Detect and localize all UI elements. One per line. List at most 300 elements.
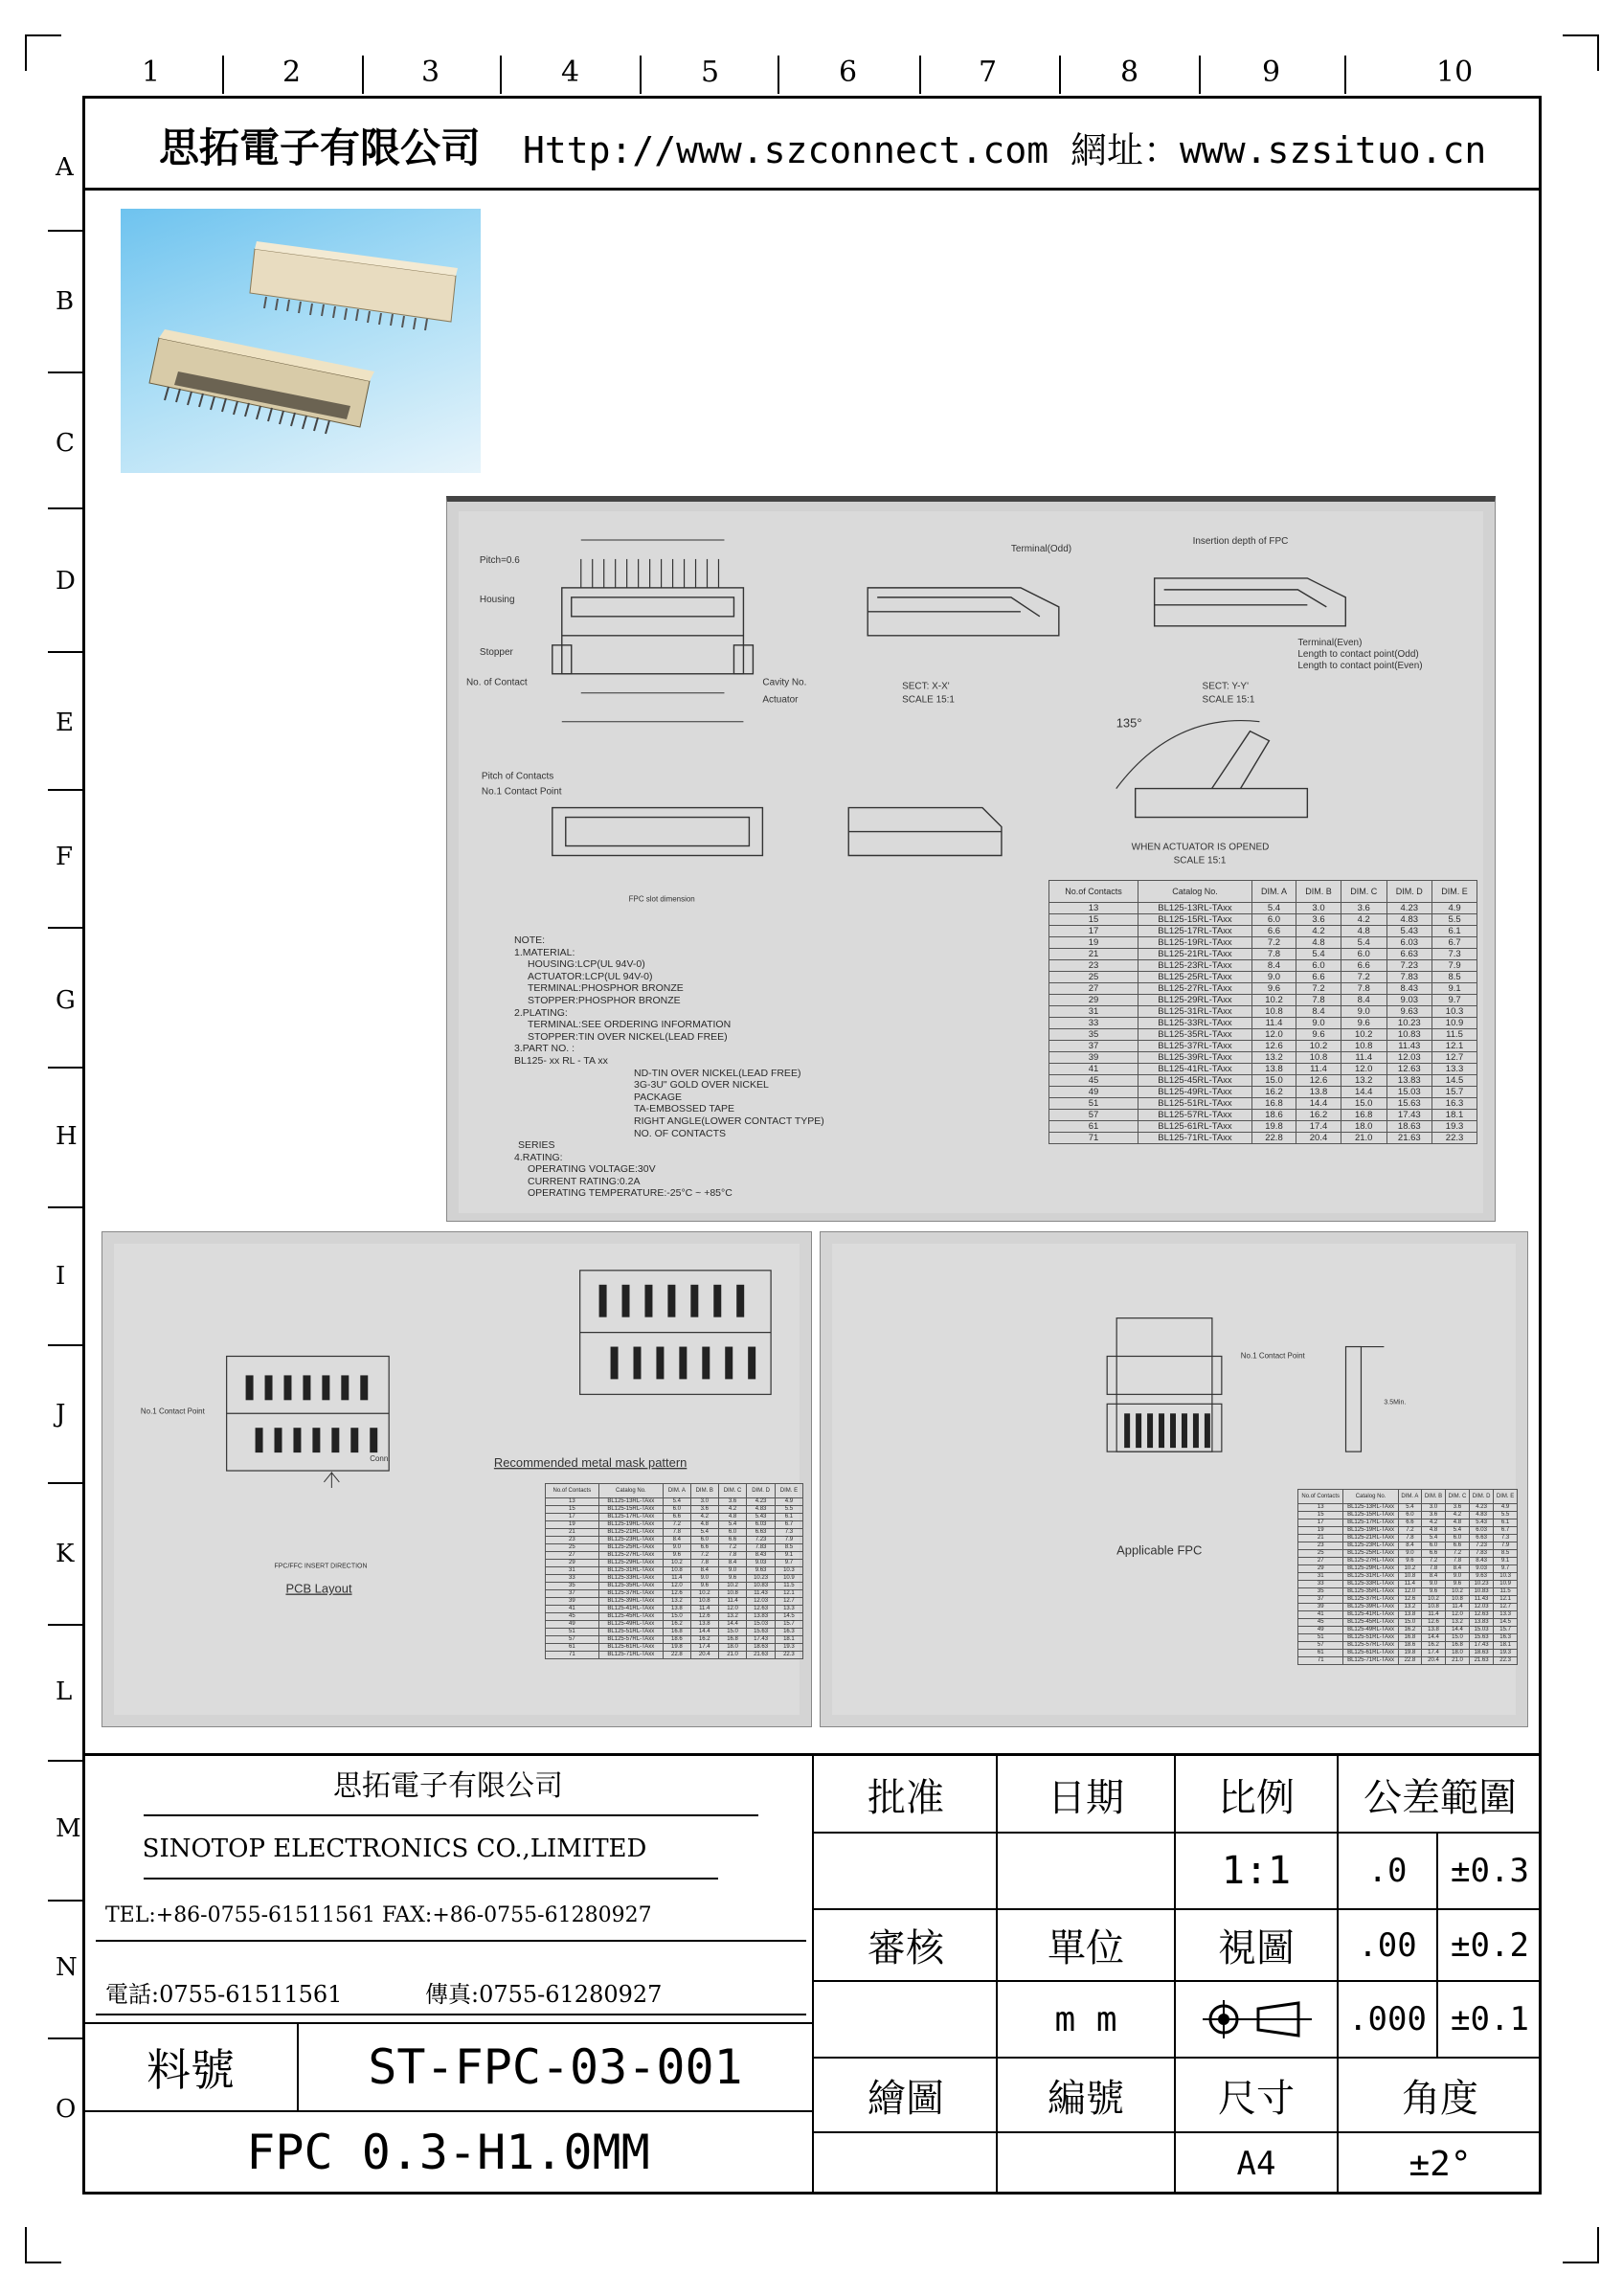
solder-pad (599, 1285, 607, 1317)
table-cell: 13.8 (690, 1621, 718, 1629)
tb-product: FPC 0.3-H1.0MM (246, 2125, 650, 2180)
table-row (1298, 1657, 1518, 1665)
table-cell: 25 (1298, 1550, 1343, 1558)
table-cell: 9.6 (1398, 1558, 1421, 1565)
table-cell: BL125-61RL-TAxx (1138, 1121, 1252, 1133)
table-cell: 16.8 (718, 1636, 747, 1644)
tb-underline-1 (144, 1814, 758, 1816)
table-cell: 12.7 (775, 1598, 802, 1606)
table-cell: 8.43 (1470, 1558, 1494, 1565)
tb-tolerance: 公差範圍 (1364, 1776, 1517, 1820)
table-row (1298, 1527, 1518, 1535)
row-divider (48, 651, 82, 653)
column-label: 4 (561, 56, 580, 89)
table-cell: 4.2 (1445, 1512, 1469, 1519)
table-cell: 18.63 (747, 1644, 776, 1652)
column-label: 10 (1436, 56, 1474, 89)
solder-pad (1182, 1413, 1187, 1448)
table-cell: 15.63 (1470, 1634, 1494, 1642)
tb-size: 尺寸 (1218, 2076, 1295, 2121)
table-cell: 4.8 (690, 1521, 718, 1529)
table-cell: 45 (1298, 1619, 1343, 1627)
label-no-contact: No. of Contact (465, 677, 528, 688)
table-cell: 14.4 (1296, 1098, 1341, 1110)
table-cell: 21.0 (1341, 1133, 1386, 1144)
table-row (1298, 1550, 1518, 1558)
table-cell: BL125-27RL-TAxx (1343, 1558, 1398, 1565)
table-cell: 16.3 (1494, 1634, 1518, 1642)
table-cell: 6.0 (690, 1537, 718, 1544)
row-divider (48, 1624, 82, 1626)
table-cell: 12.0 (1251, 1029, 1296, 1041)
table-cell: 12.7 (1432, 1052, 1477, 1064)
table-row (546, 1590, 803, 1598)
table-cell: 71 (546, 1652, 599, 1659)
table-cell: 5.4 (690, 1529, 718, 1537)
table-row (1049, 914, 1477, 926)
table-cell: 19.3 (775, 1644, 802, 1652)
table-cell: 5.4 (1251, 903, 1296, 914)
note-line: 3G-3U" GOLD OVER NICKEL (634, 1079, 769, 1092)
table-cell: 9.63 (1470, 1573, 1494, 1581)
pcb-conn-label: Conn. (370, 1454, 391, 1464)
table-cell: 16.2 (1398, 1627, 1421, 1634)
table-cell: BL125-45RL-TAxx (1343, 1619, 1398, 1627)
table-cell: 6.0 (1445, 1535, 1469, 1542)
solder-pad (748, 1347, 755, 1380)
table-row (546, 1613, 803, 1621)
table-cell: 11.4 (663, 1575, 690, 1583)
table-cell: 5.4 (1341, 937, 1386, 949)
corner-mark-top-left (25, 34, 61, 71)
label-sect-x: SECT: X-X' (902, 681, 950, 692)
table-cell: BL125-41RL-TAxx (1343, 1611, 1398, 1619)
table-cell: 9.6 (1445, 1581, 1469, 1588)
tb-company-cn: 思拓電子有限公司 (333, 1769, 563, 1803)
table-row (546, 1636, 803, 1644)
table-cell: 4.9 (775, 1498, 802, 1506)
notes-block (514, 934, 916, 1200)
table-cell: 22.8 (663, 1652, 690, 1659)
note-line: STOPPER:TIN OVER NICKEL(LEAD FREE) (528, 1030, 728, 1043)
table-cell: 9.1 (1494, 1558, 1518, 1565)
solder-pad (283, 1375, 291, 1400)
row-divider (48, 2037, 82, 2039)
table-cell: 7.2 (1341, 972, 1386, 983)
label-pitch-contacts: Pitch of Contacts (481, 771, 554, 782)
table-cell: 35 (1049, 1029, 1138, 1041)
table-cell: 19.8 (1398, 1650, 1421, 1657)
table-cell: 33 (1049, 1018, 1138, 1029)
table-cell: 8.5 (775, 1544, 802, 1552)
tb-tel-fax: TEL:+86-0755-61511561 FAX:+86-0755-61280927 (105, 1903, 652, 1927)
table-cell: 19 (546, 1521, 599, 1529)
table-cell: 3.6 (1422, 1512, 1446, 1519)
table-cell: 10.2 (1445, 1588, 1469, 1596)
table-cell: 31 (1298, 1573, 1343, 1581)
tb-tol-00: .00 (1358, 1925, 1417, 1965)
table-cell: 35 (1298, 1588, 1343, 1596)
table-cell: 31 (1049, 1006, 1138, 1018)
table-cell: 5.4 (1398, 1504, 1421, 1512)
row-divider (48, 1900, 82, 1902)
table-cell: 11.4 (690, 1606, 718, 1613)
table-cell: 13 (1049, 903, 1138, 914)
table-cell: 10.2 (1251, 995, 1296, 1006)
table-cell: 11.4 (1398, 1581, 1421, 1588)
table-cell: 19.3 (1494, 1650, 1518, 1657)
table-cell: BL125-41RL-TAxx (1138, 1064, 1252, 1075)
note-line: OPERATING VOLTAGE:30V (528, 1163, 656, 1176)
table-cell: 7.2 (1251, 937, 1296, 949)
table-cell: BL125-31RL-TAxx (1138, 1006, 1252, 1018)
table-cell: 18.6 (1398, 1642, 1421, 1650)
table-cell: 45 (546, 1613, 599, 1621)
table-cell: 10.23 (747, 1575, 776, 1583)
note-line: 1.MATERIAL: (514, 946, 575, 958)
table-cell: 9.0 (663, 1544, 690, 1552)
table-cell: 9.0 (690, 1575, 718, 1583)
table-header: DIM. E (1432, 881, 1477, 903)
table-cell: 57 (1298, 1642, 1343, 1650)
table-cell: 4.8 (1445, 1519, 1469, 1527)
table-cell: 14.4 (1341, 1087, 1386, 1098)
table-cell: 16.2 (663, 1621, 690, 1629)
table-cell: 13.3 (1494, 1611, 1518, 1619)
table-cell: 11.4 (1422, 1611, 1446, 1619)
tb-fax-cn: 傳真:0755-61280927 (425, 1981, 663, 2008)
table-cell: 15.0 (1251, 1075, 1296, 1087)
table-cell: 11.4 (1251, 1018, 1296, 1029)
table-cell: 5.4 (1422, 1535, 1446, 1542)
table-cell: 14.4 (1422, 1634, 1446, 1642)
table-cell: 9.7 (775, 1560, 802, 1567)
table-row (546, 1567, 803, 1575)
table-cell: BL125-21RL-TAxx (1138, 949, 1252, 960)
table-cell: 22.8 (1398, 1657, 1421, 1665)
table-cell: 17.43 (1386, 1110, 1432, 1121)
table-cell: 49 (1049, 1087, 1138, 1098)
table-cell: 9.03 (747, 1560, 776, 1567)
table-row (546, 1514, 803, 1521)
table-cell: 15.7 (1494, 1627, 1518, 1634)
table-cell: 4.8 (1422, 1527, 1446, 1535)
dimension-table (1048, 880, 1477, 1144)
table-cell: 8.4 (1341, 995, 1386, 1006)
table-row (1049, 1110, 1477, 1121)
note-line: PACKAGE (634, 1091, 682, 1103)
label-scale-x: SCALE 15:1 (902, 694, 955, 706)
table-cell: 12.1 (1432, 1041, 1477, 1052)
fpc-contact-label: No.1 Contact Point (1240, 1351, 1305, 1361)
table-cell: 18.1 (775, 1636, 802, 1644)
row-label: M (56, 1814, 81, 1843)
table-cell: 4.8 (1296, 937, 1341, 949)
row-label: O (56, 2095, 77, 2124)
table-cell: BL125-39RL-TAxx (1343, 1604, 1398, 1611)
table-row (1049, 1018, 1477, 1029)
table-cell: 17.43 (747, 1636, 776, 1644)
table-cell: 10.8 (1251, 1006, 1296, 1018)
table-cell: 21 (546, 1529, 599, 1537)
table-cell: 4.83 (747, 1506, 776, 1514)
table-cell: BL125-17RL-TAxx (1343, 1519, 1398, 1527)
table-cell: 16.8 (1398, 1634, 1421, 1642)
row-label: N (56, 1953, 78, 1982)
table-cell: 21.63 (747, 1652, 776, 1659)
label-stopper: Stopper (479, 646, 513, 658)
table-cell: BL125-15RL-TAxx (1343, 1512, 1398, 1519)
table-header: Catalog No. (1138, 881, 1252, 903)
solder-pad (713, 1285, 721, 1317)
table-cell: 18.1 (1432, 1110, 1477, 1121)
table-cell: BL125-61RL-TAxx (598, 1644, 663, 1652)
table-row (1049, 926, 1477, 937)
header-divider (82, 188, 1542, 191)
table-header: DIM. C (1445, 1490, 1469, 1504)
table-row (1049, 995, 1477, 1006)
table-cell: 22.8 (1251, 1133, 1296, 1144)
solder-pad (1170, 1413, 1176, 1448)
table-cell: 5.5 (1494, 1512, 1518, 1519)
note-line: TERMINAL:SEE ORDERING INFORMATION (528, 1019, 732, 1031)
label-insertion: Insertion depth of FPC (1192, 535, 1289, 547)
table-cell: 14.4 (1445, 1627, 1469, 1634)
table-header: DIM. B (1296, 881, 1341, 903)
table-cell: 23 (1298, 1542, 1343, 1550)
table-cell: BL125-13RL-TAxx (1138, 903, 1252, 914)
tb-angle: 角度 (1402, 2076, 1478, 2121)
table-cell: BL125-25RL-TAxx (598, 1544, 663, 1552)
table-cell: 13.3 (775, 1606, 802, 1613)
table-cell: 15.0 (718, 1629, 747, 1636)
titleblock-vertical-divider (812, 1753, 814, 2195)
table-cell: 20.4 (690, 1652, 718, 1659)
solder-pad (702, 1347, 710, 1380)
table-cell: BL125-51RL-TAxx (1343, 1634, 1398, 1642)
table-cell: 4.23 (1386, 903, 1432, 914)
table-cell: 7.2 (1296, 983, 1341, 995)
table-cell: 18.63 (1470, 1650, 1494, 1657)
table-cell: BL125-23RL-TAxx (598, 1537, 663, 1544)
table-cell: 12.63 (747, 1606, 776, 1613)
table-cell: BL125-21RL-TAxx (1343, 1535, 1398, 1542)
tb-unit: 單位 (1048, 1926, 1124, 1970)
table-cell: 13.2 (1341, 1075, 1386, 1087)
table-cell: 6.03 (1386, 937, 1432, 949)
table-cell: BL125-41RL-TAxx (598, 1606, 663, 1613)
table-row (1049, 1029, 1477, 1041)
table-cell: 12.6 (663, 1590, 690, 1598)
table-cell: 61 (1049, 1121, 1138, 1133)
table-cell: 10.23 (1386, 1018, 1432, 1029)
row-divider (48, 371, 82, 373)
table-cell: 7.2 (718, 1544, 747, 1552)
row-label: G (56, 986, 76, 1015)
table-cell: 18.6 (1251, 1110, 1296, 1121)
column-label: 5 (701, 56, 720, 89)
table-cell: BL125-15RL-TAxx (1138, 914, 1252, 926)
row-divider (48, 1344, 82, 1346)
table-cell: 17 (546, 1514, 599, 1521)
table-cell: 11.43 (747, 1590, 776, 1598)
table-cell: BL125-23RL-TAxx (1343, 1542, 1398, 1550)
table-cell: 33 (1298, 1581, 1343, 1588)
table-cell: 9.7 (1432, 995, 1477, 1006)
table-cell: 5.5 (775, 1506, 802, 1514)
solder-pad (275, 1428, 282, 1452)
pcb-insert-label: FPC/FFC INSERT DIRECTION (274, 1563, 368, 1570)
table-cell: 13.2 (1398, 1604, 1421, 1611)
row-label: K (56, 1540, 75, 1568)
table-row (1298, 1650, 1518, 1657)
table-cell: 12.03 (1386, 1052, 1432, 1064)
table-cell: 9.1 (1432, 983, 1477, 995)
solder-pad (656, 1347, 664, 1380)
table-row (1049, 1006, 1477, 1018)
table-cell: 8.4 (1398, 1542, 1421, 1550)
table-cell: 14.5 (1432, 1075, 1477, 1087)
table-cell: 6.6 (1398, 1519, 1421, 1527)
table-cell: 10.83 (1386, 1029, 1432, 1041)
table-cell: 5.4 (718, 1521, 747, 1529)
note-line: NO. OF CONTACTS (634, 1127, 727, 1139)
table-cell: BL125-71RL-TAxx (1343, 1657, 1398, 1665)
table-cell: 6.0 (1398, 1512, 1421, 1519)
solder-pad (312, 1428, 320, 1452)
tb-date: 日期 (1048, 1776, 1124, 1820)
table-row (546, 1583, 803, 1590)
table-cell: 13.83 (1386, 1075, 1432, 1087)
table-cell: 19 (1049, 937, 1138, 949)
table-cell: 8.4 (718, 1560, 747, 1567)
table-cell: 6.6 (718, 1537, 747, 1544)
table-cell: 45 (1049, 1075, 1138, 1087)
table-cell: 41 (1298, 1611, 1343, 1619)
table-row (546, 1652, 803, 1659)
label-len-even: Length to contact point(Even) (1297, 660, 1423, 671)
label-terminal-odd: Terminal(Odd) (1010, 543, 1072, 554)
note-line: ACTUATOR:LCP(UL 94V-0) (528, 970, 653, 982)
table-cell: 15.7 (775, 1621, 802, 1629)
table-cell: 5.43 (1470, 1519, 1494, 1527)
table-cell: 6.03 (1470, 1527, 1494, 1535)
table-cell: 9.63 (747, 1567, 776, 1575)
table-row (1298, 1596, 1518, 1604)
table-cell: BL125-39RL-TAxx (1138, 1052, 1252, 1064)
table-cell: 16.8 (1251, 1098, 1296, 1110)
solder-pad (1136, 1413, 1141, 1448)
table-cell: 27 (546, 1552, 599, 1560)
row-divider (48, 1482, 82, 1484)
row-label: B (56, 287, 75, 316)
note-line: ND-TIN OVER NICKEL(LEAD FREE) (634, 1067, 801, 1079)
column-divider (500, 56, 502, 94)
table-cell: 10.8 (1341, 1041, 1386, 1052)
table-cell: 7.23 (747, 1537, 776, 1544)
table-cell: 7.8 (1251, 949, 1296, 960)
solder-pad (644, 1285, 652, 1317)
table-cell: 15.03 (1470, 1627, 1494, 1634)
note-line: HOUSING:LCP(UL 94V-0) (528, 958, 645, 971)
row-label: E (56, 709, 74, 737)
label-fpc-slot: FPC slot dimension (628, 894, 695, 904)
table-cell: 15.03 (747, 1621, 776, 1629)
table-cell: 21 (1298, 1535, 1343, 1542)
table-cell: 21.63 (1386, 1133, 1432, 1144)
table-row (546, 1560, 803, 1567)
table-cell: 7.23 (1470, 1542, 1494, 1550)
tb-draw: 繪圖 (868, 2076, 944, 2121)
row-label: C (56, 429, 75, 458)
table-cell: 13.2 (663, 1598, 690, 1606)
table-cell: 10.8 (1422, 1604, 1446, 1611)
label-cavity: Cavity No. (762, 677, 807, 688)
table-row (546, 1644, 803, 1652)
pcb-dimension-table (545, 1483, 803, 1659)
table-cell: 51 (1049, 1098, 1138, 1110)
table-cell: BL125-15RL-TAxx (598, 1506, 663, 1514)
table-cell: 13.8 (1398, 1611, 1421, 1619)
table-cell: 4.23 (1470, 1504, 1494, 1512)
table-cell: 18.0 (718, 1644, 747, 1652)
table-cell: 4.83 (1470, 1512, 1494, 1519)
table-cell: 9.0 (1422, 1581, 1446, 1588)
note-line: NOTE: (514, 934, 546, 946)
table-cell: 12.6 (1398, 1596, 1421, 1604)
table-row (1049, 960, 1477, 972)
column-label: 6 (839, 56, 858, 89)
header-url: Http://www.szconnect.com 網址：www.szsituo.cn (523, 129, 1487, 171)
table-cell: 10.3 (1432, 1006, 1477, 1018)
table-cell: BL125-17RL-TAxx (598, 1514, 663, 1521)
table-header: DIM. A (1398, 1490, 1421, 1504)
table-cell: 13.8 (1422, 1627, 1446, 1634)
table-cell: BL125-21RL-TAxx (598, 1529, 663, 1537)
tb-size-value: A4 (1236, 2145, 1276, 2183)
table-cell: 7.8 (1398, 1535, 1421, 1542)
table-row (1049, 1041, 1477, 1052)
table-cell: BL125-23RL-TAxx (1138, 960, 1252, 972)
table-cell: 9.03 (1386, 995, 1432, 1006)
table-cell: 10.3 (775, 1567, 802, 1575)
table-cell: 51 (1298, 1634, 1343, 1642)
table-cell: 15.0 (663, 1613, 690, 1621)
table-cell: 15.7 (1432, 1087, 1477, 1098)
solder-pad (1124, 1413, 1130, 1448)
table-cell: 11.5 (1432, 1029, 1477, 1041)
table-cell: 3.0 (1296, 903, 1341, 914)
table-cell: 16.2 (690, 1636, 718, 1644)
table-cell: 10.2 (690, 1590, 718, 1598)
table-cell: 5.4 (1445, 1527, 1469, 1535)
corner-mark-top-right (1563, 34, 1599, 71)
note-line: CURRENT RATING:0.2A (528, 1175, 641, 1187)
solder-pad (303, 1375, 310, 1400)
solder-pad (1205, 1413, 1210, 1448)
tb-view: 視圖 (1218, 1926, 1295, 1970)
table-cell: 15 (546, 1506, 599, 1514)
column-divider (778, 56, 779, 94)
table-cell: 7.3 (1494, 1535, 1518, 1542)
table-cell: 4.2 (1296, 926, 1341, 937)
table-cell: 12.6 (1251, 1041, 1296, 1052)
table-cell: 9.0 (1251, 972, 1296, 983)
table-cell: 16.3 (1432, 1098, 1477, 1110)
table-row (1298, 1558, 1518, 1565)
table-row (1298, 1642, 1518, 1650)
table-cell: 12.0 (1341, 1064, 1386, 1075)
